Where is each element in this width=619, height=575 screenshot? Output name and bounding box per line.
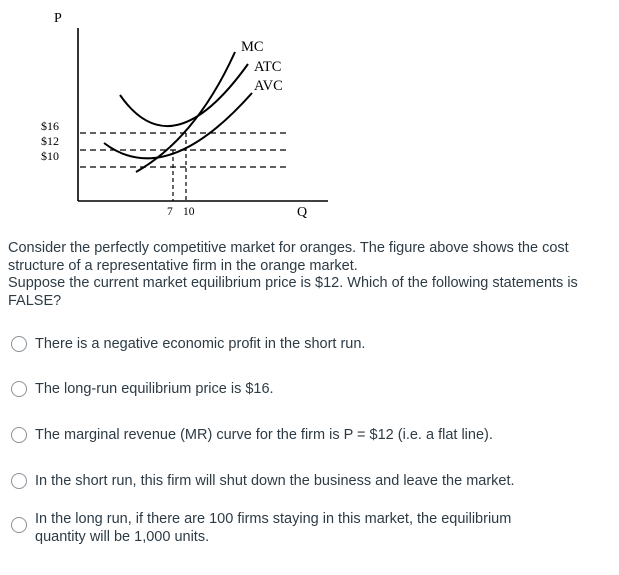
radio-button[interactable] xyxy=(11,381,27,397)
x-axis-label: Q xyxy=(297,205,308,220)
radio-button[interactable] xyxy=(11,473,27,489)
radio-button[interactable] xyxy=(11,336,27,352)
qty-label-7: 7 xyxy=(167,206,173,218)
question-paragraph-2: Suppose the current market equilibrium price is $12. Which of the following statements is FALSE? xyxy=(8,275,578,309)
question-text xyxy=(8,240,608,310)
price-label-16: $16 xyxy=(41,119,59,133)
answer-option-label: In the long run, if there are 100 firms staying in this market, the equilibrium quantity will be 1,000 units. xyxy=(35,511,512,545)
avc-label: AVC xyxy=(254,78,283,94)
mc-label: MC xyxy=(241,39,264,55)
answer-option-label: In the short run, this firm will shut down the business and leave the market. xyxy=(35,473,515,489)
answer-option-label: There is a negative economic profit in the short run. xyxy=(35,336,366,352)
question-paragraph-1: Consider the perfectly competitive market for oranges. The figure above shows the cost structure of a representative firm in the orange market. xyxy=(8,240,569,274)
radio-button[interactable] xyxy=(11,427,27,443)
qty-label-10: 10 xyxy=(183,206,195,218)
radio-button[interactable] xyxy=(11,517,27,533)
cost-curves-svg xyxy=(0,0,619,230)
atc-label: ATC xyxy=(254,59,282,75)
answer-option-label: The marginal revenue (MR) curve for the firm is P = $12 (i.e. a flat line). xyxy=(35,427,493,443)
answer-option-label: The long-run equilibrium price is $16. xyxy=(35,381,274,397)
cost-curves-figure xyxy=(0,0,619,230)
y-axis-label: P xyxy=(54,11,62,26)
price-label-12: $12 xyxy=(41,134,59,148)
price-label-10: $10 xyxy=(41,149,59,163)
